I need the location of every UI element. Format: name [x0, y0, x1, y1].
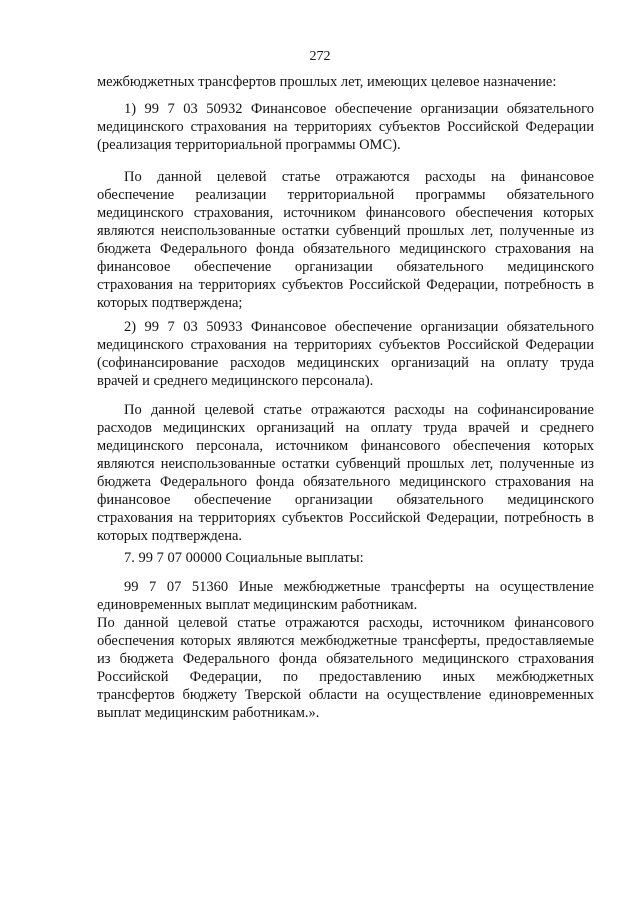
text-line: 99 7 07 51360 Иные межбюджетные трансферты на осуществление: [124, 579, 594, 595]
text-line: По данной целевой статье отражаются расходы на финансовое: [124, 169, 594, 185]
text-line: По данной целевой статье отражаются расходы на софинансирование: [124, 402, 594, 418]
text-line: страхования на территориях субъектов Российской Федерации, потребность в: [97, 510, 594, 526]
paragraph: [97, 401, 594, 545]
text-line: Российской Федерации, по предоставлению иных межбюджетных: [97, 669, 594, 685]
paragraph: [97, 168, 594, 312]
text-line: которых подтверждена;: [97, 295, 243, 311]
text-line: 7. 99 7 07 00000 Социальные выплаты:: [124, 550, 364, 566]
text-line: 2) 99 7 03 50933 Финансовое обеспечение организации обязательного: [124, 319, 594, 335]
text-line: выплат медицинским работникам.».: [97, 705, 320, 721]
paragraph: [97, 614, 594, 722]
text-line: медицинского персонала, источником финансового обеспечения которых: [97, 438, 594, 454]
text-line: бюджета Федерального фонда обязательного медицинского страхования на: [97, 241, 594, 257]
text-line: которых подтверждена.: [97, 528, 243, 544]
text-line: трансфертов бюджету Тверской области на осуществление единовременных: [97, 687, 594, 703]
text-line: единовременных выплат медицинским работникам.: [97, 597, 418, 613]
paragraph: [97, 73, 594, 91]
paragraph: [97, 318, 594, 390]
text-line: По данной целевой статье отражаются расходы, источником финансового: [97, 615, 594, 631]
page-number: 272: [309, 49, 331, 64]
text-line: врачей и среднего медицинского персонала).: [97, 373, 374, 389]
text-line: финансовое обеспечение организации обязательного медицинского: [97, 492, 594, 508]
text-line: медицинского страхования на территориях субъектов Российской Федерации: [97, 119, 594, 135]
text-line: являются неиспользованные остатки субвенций прошлых лет, полученные из: [97, 456, 594, 472]
text-line: из бюджета Федерального фонда обязательного медицинского страхования: [97, 651, 594, 667]
text-line: бюджета Федерального фонда обязательного медицинского страхования на: [97, 474, 594, 490]
text-line: (софинансирование расходов медицинских организаций на оплату труда: [97, 355, 594, 371]
text-line: 1) 99 7 03 50932 Финансовое обеспечение организации обязательного: [124, 101, 594, 117]
text-line: расходов медицинских организаций на оплату труда врачей и среднего: [97, 420, 594, 436]
text-line: обеспечение реализации территориальной программы обязательного: [97, 187, 594, 203]
text-line: (реализация территориальной программы ОМС).: [97, 137, 401, 153]
text-line: финансовое обеспечение организации обязательного медицинского: [97, 259, 594, 275]
section-heading: [97, 549, 594, 567]
paragraph: [97, 100, 594, 154]
paragraph: [97, 578, 594, 614]
text-line: межбюджетных трансфертов прошлых лет, имеющих целевое назначение:: [97, 74, 557, 90]
text-line: медицинского страхования на территориях субъектов Российской Федерации: [97, 337, 594, 353]
text-line: являются неиспользованные остатки субвенций прошлых лет, полученные из: [97, 223, 594, 239]
text-line: медицинского страхования, источником финансового обеспечения которых: [97, 205, 594, 221]
text-line: страхования на территориях субъектов Российской Федерации, потребность в: [97, 277, 594, 293]
text-line: обеспечения которых являются межбюджетные трансферты, предоставляемые: [97, 633, 594, 649]
